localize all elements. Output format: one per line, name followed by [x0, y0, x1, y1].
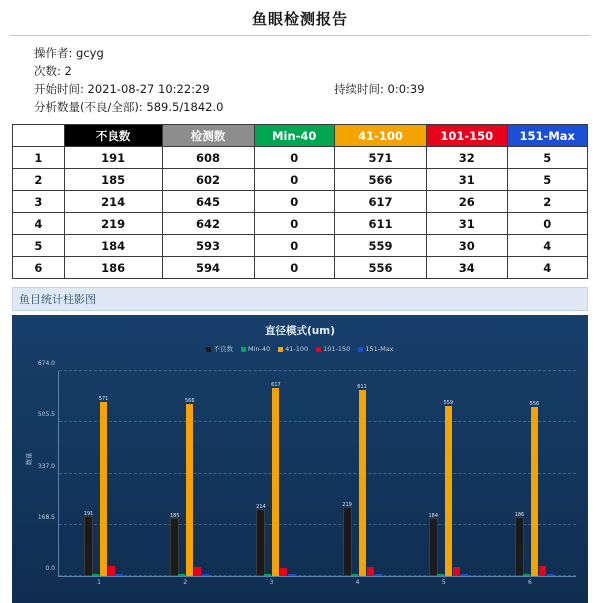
table-row	[13, 257, 588, 279]
chart-y-tick: 168.5	[37, 513, 55, 521]
chart-bar	[523, 574, 530, 576]
cell-101-150: 26	[427, 191, 508, 213]
chart-bar	[92, 574, 99, 576]
chart-x-tick: 3	[269, 579, 274, 586]
count-label: 次数:	[34, 64, 61, 78]
chart-bar	[529, 400, 540, 576]
chart-bar	[98, 396, 109, 576]
chart-bar-value-label: 185	[169, 512, 180, 519]
count-row	[34, 62, 600, 80]
chart-bar-value-label: 556	[529, 400, 540, 407]
cell-bad: 185	[64, 169, 162, 191]
header-151-max: 151-Max	[507, 125, 588, 147]
chart-x-tick: 1	[97, 579, 101, 586]
chart-gridline	[59, 524, 576, 525]
duration-value: 0:0:39	[387, 82, 425, 96]
chart-bar	[428, 513, 439, 576]
cell-41-100: 559	[335, 235, 427, 257]
cell-41-100: 611	[335, 213, 427, 235]
chart-y-tick: 674.0	[37, 360, 55, 367]
chart-bar	[264, 574, 271, 576]
chart-bar	[375, 574, 382, 576]
chart-gridline	[59, 473, 576, 474]
cell-min40: 0	[254, 147, 335, 169]
table-row	[13, 191, 588, 213]
duration-label: 持续时间:	[334, 82, 384, 96]
header-101-150: 101-150	[427, 125, 508, 147]
chart-bar	[288, 574, 295, 576]
chart-bar	[83, 510, 94, 576]
cell-101-150: 32	[427, 147, 508, 169]
bar-chart	[12, 315, 588, 603]
cell-151-max: 5	[507, 147, 588, 169]
info-block	[0, 42, 600, 120]
analysis-row	[34, 98, 600, 116]
chart-bar	[539, 566, 546, 576]
title-divider	[10, 35, 590, 36]
analysis-value: 589.5/1842.0	[146, 100, 224, 114]
chart-bar	[178, 574, 185, 576]
chart-bar	[256, 503, 266, 576]
chart-bar	[342, 502, 352, 576]
cell-bad: 219	[64, 213, 162, 235]
chart-bar	[194, 567, 201, 576]
header-index	[13, 125, 65, 147]
cell-bad: 184	[64, 235, 162, 257]
cell-index: 6	[13, 257, 65, 279]
legend-swatch-icon	[316, 347, 321, 352]
statistics-table	[12, 124, 588, 279]
cell-151-max: 4	[507, 235, 588, 257]
operator-value: gcyg	[76, 46, 104, 60]
chart-bar-value-label: 617	[271, 382, 281, 389]
duration-group	[334, 80, 425, 98]
chart-section-header: 鱼目统计柱影图	[12, 287, 588, 311]
chart-x-tick: 4	[355, 579, 360, 586]
chart-x-tick: 6	[527, 579, 532, 586]
cell-min40: 0	[254, 169, 335, 191]
cell-151-max: 5	[507, 169, 588, 191]
chart-gridline	[59, 575, 576, 576]
cell-total: 642	[162, 213, 254, 235]
chart-gridline	[59, 421, 576, 422]
table-body	[13, 147, 588, 279]
chart-bar	[367, 567, 374, 576]
chart-x-tick: 2	[183, 579, 188, 586]
analysis-label: 分析数量(不良/全部):	[34, 100, 143, 114]
chart-y-tick: 0.0	[45, 565, 55, 572]
cell-index: 3	[13, 191, 65, 213]
table-row	[13, 235, 588, 257]
cell-101-150: 30	[427, 235, 508, 257]
legend-label: 101-150	[323, 345, 351, 353]
chart-bar	[108, 566, 115, 576]
chart-bar-value-label: 611	[357, 384, 367, 391]
table-row	[13, 147, 588, 169]
chart-bar	[280, 568, 287, 576]
header-41-100: 41-100	[335, 125, 427, 147]
cell-41-100: 556	[335, 257, 427, 279]
cell-min40: 0	[254, 213, 335, 235]
chart-bar	[514, 512, 525, 576]
cell-bad: 191	[64, 147, 162, 169]
start-time-label: 开始时间:	[34, 82, 84, 96]
legend-label: Min-40	[247, 345, 271, 353]
cell-bad: 214	[64, 191, 162, 213]
chart-bar-value-label: 559	[443, 399, 454, 406]
cell-151-max: 2	[507, 191, 588, 213]
cell-41-100: 571	[335, 147, 427, 169]
count-value: 2	[64, 64, 72, 78]
legend-item	[241, 345, 270, 353]
cell-index: 5	[13, 235, 65, 257]
cell-total: 593	[162, 235, 254, 257]
legend-swatch-icon	[278, 347, 283, 352]
chart-bar-value-label: 571	[98, 396, 109, 403]
chart-bar	[453, 567, 460, 576]
cell-101-150: 31	[427, 169, 508, 191]
chart-bar	[169, 512, 180, 576]
cell-total: 645	[162, 191, 254, 213]
time-row	[34, 80, 600, 98]
cell-bad: 186	[64, 257, 162, 279]
chart-bar	[202, 574, 209, 576]
chart-bar	[547, 574, 554, 576]
chart-bar	[351, 574, 358, 576]
legend-item	[278, 345, 308, 353]
legend-label: 41-100	[285, 345, 309, 353]
chart-bar-value-label: 186	[514, 512, 525, 519]
chart-bar	[184, 397, 195, 576]
table-row	[13, 169, 588, 191]
operator-label: 操作者:	[34, 46, 73, 60]
chart-title: 直径模式(um)	[264, 325, 335, 337]
cell-index: 2	[13, 169, 65, 191]
legend-item	[358, 345, 393, 353]
cell-min40: 0	[254, 191, 335, 213]
chart-x-tick: 5	[441, 579, 446, 586]
chart-legend	[12, 338, 588, 353]
cell-41-100: 617	[335, 191, 427, 213]
page-title: 鱼眼检测报告	[251, 10, 348, 28]
start-time-value: 2021-08-27 10:22:29	[87, 82, 210, 96]
table-header-row	[13, 125, 588, 147]
header-total: 检测数	[162, 125, 254, 147]
cell-151-max: 4	[507, 257, 588, 279]
header-bad: 不良数	[64, 125, 162, 147]
legend-swatch-icon	[206, 347, 211, 352]
chart-bar-value-label: 191	[83, 510, 94, 517]
chart-bar	[461, 574, 468, 576]
chart-y-tick: 505.5	[37, 411, 55, 419]
cell-index: 4	[13, 213, 65, 235]
header-min40: Min-40	[254, 125, 335, 147]
operator-row	[34, 44, 600, 62]
chart-bar-value-label: 566	[184, 397, 195, 404]
legend-label: 151-Max	[365, 345, 394, 353]
legend-item	[206, 345, 233, 353]
cell-total: 608	[162, 147, 254, 169]
cell-151-max: 0	[507, 213, 588, 235]
cell-min40: 0	[254, 257, 335, 279]
chart-bar	[443, 399, 454, 576]
chart-y-axis-label: 数量	[25, 452, 33, 466]
cell-41-100: 566	[335, 169, 427, 191]
cell-total: 594	[162, 257, 254, 279]
chart-bar	[437, 574, 444, 576]
chart-bar	[357, 384, 367, 576]
cell-total: 602	[162, 169, 254, 191]
chart-y-tick: 337.0	[37, 462, 55, 470]
table-row	[13, 213, 588, 235]
legend-item	[316, 345, 350, 353]
chart-bar	[271, 382, 281, 576]
cell-min40: 0	[254, 235, 335, 257]
chart-bar-value-label: 214	[256, 503, 266, 510]
cell-index: 1	[13, 147, 65, 169]
chart-bar-value-label: 184	[428, 513, 439, 520]
chart-plot-area	[37, 360, 576, 586]
chart-bar	[116, 574, 123, 576]
cell-101-150: 34	[427, 257, 508, 279]
legend-label: 不良数	[213, 345, 233, 353]
chart-bar-value-label: 219	[342, 502, 352, 509]
chart-gridline	[59, 370, 576, 371]
cell-101-150: 31	[427, 213, 508, 235]
statistics-table-wrap	[0, 120, 600, 279]
legend-swatch-icon	[358, 347, 363, 352]
legend-swatch-icon	[241, 347, 246, 352]
